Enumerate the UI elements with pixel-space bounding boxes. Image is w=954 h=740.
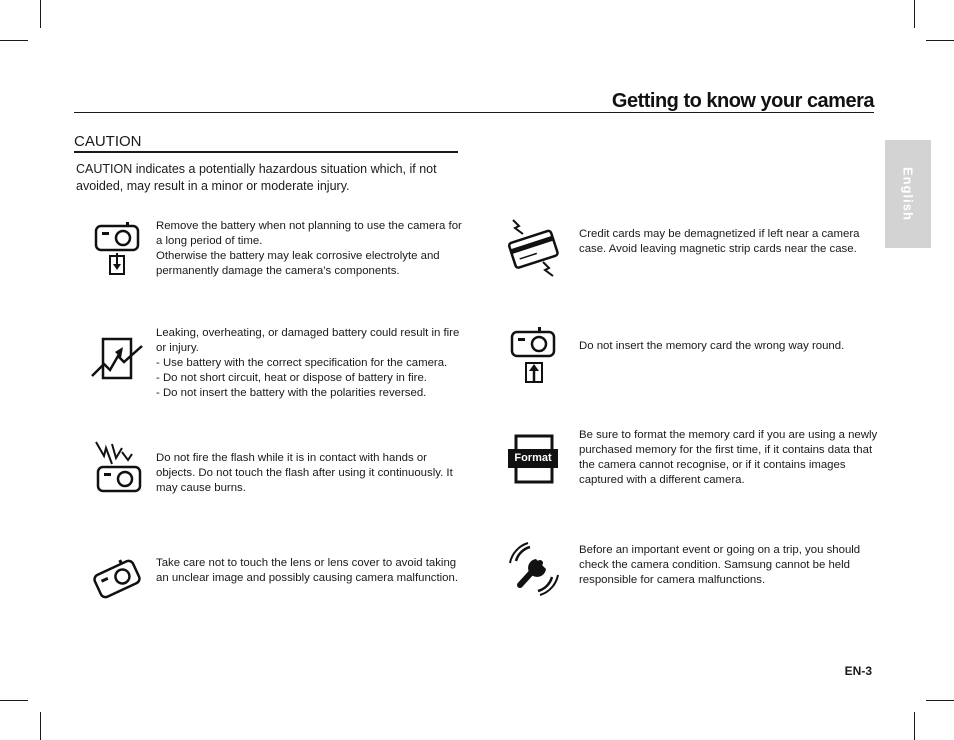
item-line: - Use battery with the correct specification for the camera. [156,357,448,369]
credit-card-magnet-icon [505,218,563,278]
caution-item-battery-storage [156,219,464,279]
damaged-battery-icon [90,334,144,384]
format-badge: Format [514,452,552,464]
item-line: Credit cards may be demagnetized if left near a camera case. Avoid leaving magnetic strip cards near the case. [579,228,860,255]
crop-mark [926,700,954,701]
item-line: Do not fire the flash while it is in contact with hands or objects. Do not touch the flash after using it continuously. It may cause burns. [156,452,453,494]
crop-mark [0,700,28,701]
item-line: Before an important event or going on a trip, you should check the camera condition. Samsung cannot be held responsible for camera malfunctions. [579,544,861,586]
caution-item-damaged-battery [156,326,464,401]
section-heading: CAUTION [74,134,458,153]
caution-item-memory-card [579,339,879,354]
memory-card-insert-icon [508,325,560,385]
crop-mark [0,40,28,41]
item-line: Otherwise the battery may leak corrosive electrolyte and permanently damage the camera’s components. [156,250,440,277]
section-intro: CAUTION indicates a potentially hazardous situation which, if not avoided, may result in a minor or moderate injury. [76,162,437,193]
caution-item-credit-card [579,227,879,257]
page-title: Getting to know your camera [611,90,874,112]
item-line: Remove the battery when not planning to use the camera for a long period of time. [156,220,462,247]
wrench-check-icon [506,541,562,597]
item-line: Take care not to touch the lens or lens cover to avoid taking an unclear image and possibly causing camera malfunction. [156,557,459,584]
item-line: - Do not insert the battery with the polarities reversed. [156,387,427,399]
crop-mark [914,712,915,740]
caution-item-lens [156,556,464,586]
caution-item-flash [156,451,464,496]
item-line: Be sure to format the memory card if you are using a newly purchased memory for the first time, if it contains data that the camera cannot recognise, or if it contains images captured with a different camera. [579,429,878,486]
crop-mark [40,0,41,28]
language-tab[interactable] [885,140,931,248]
item-line: - Do not short circuit, heat or dispose of battery in fire. [156,372,427,384]
crop-mark [926,40,954,41]
crop-mark [914,0,915,28]
camera-battery-removal-icon [92,219,142,277]
item-line: Do not insert the memory card the wrong way round. [579,340,845,352]
caution-item-check-camera [579,543,879,588]
page-number: EN-3 [844,664,872,678]
format-card-icon [508,434,558,484]
crop-mark [40,712,41,740]
header-rule [74,112,874,113]
flash-hazard-icon [92,440,144,494]
language-tab-label: English [900,167,916,221]
caution-item-format [579,428,879,488]
item-line: Leaking, overheating, or damaged battery could result in fire or injury. [156,327,460,354]
lens-touch-icon [90,552,144,604]
